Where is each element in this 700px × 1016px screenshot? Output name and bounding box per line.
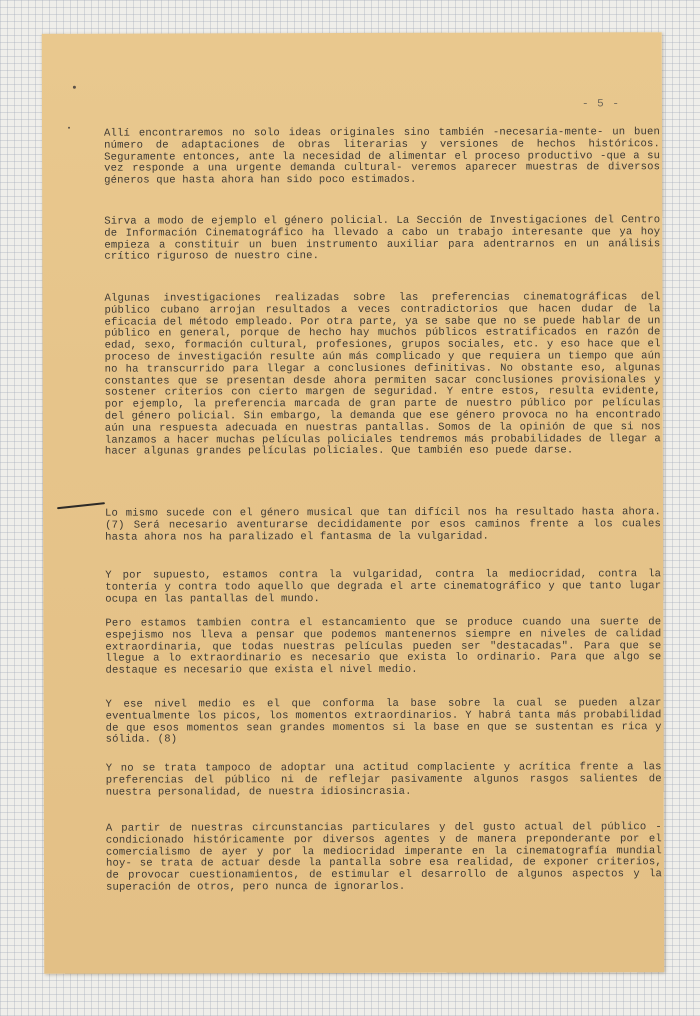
paragraph-1: Allí encontraremos no solo ideas originales sino también -necesaria-mente- un buen número de adaptaciones de obras literarias y versiones de hechos históricos. Seguramente entonces, ante la necesidad de alimentar el proceso productivo -que a su vez responde a una urgente demanda cultural- veremos aparecer muestras de diversos géneros que hasta ahora han sido poco estimados. — [104, 126, 667, 187]
ink-dot — [73, 86, 76, 89]
page-number: - 5 - — [581, 98, 620, 111]
paragraph-2: Sirva a modo de ejemplo el género policial. La Sección de Investigaciones del Centro de Información Cinematográfico ha llevado a cabo un trabajo interesante que ya hoy empieza a constituir un buen instrumento auxiliar para adentrarnos en un análisis crítico riguroso de nuestro cine. — [104, 214, 667, 264]
paragraph-5: Y por supuesto, estamos contra la vulgaridad, contra la mediocridad, contra la tontería y contra todo aquello que degrada el arte cinematográfico y que tanto lugar ocupa en las pantallas del mundo. — [105, 568, 668, 606]
document-sheet — [42, 32, 669, 974]
paragraph-7: Y ese nivel medio es el que conforma la base sobre la cual se pueden alzar eventualmente los picos, los momentos extraordinarios. Y habrá tanta más probabilidad de que esos momentos sean grandes momentos si la base en que se sustentan es rica y sólida. (8) — [105, 697, 669, 747]
handwritten-margin-mark — [57, 502, 105, 509]
paragraph-4: Lo mismo sucede con el género musical que tan difícil nos ha resultado hasta ahora.(7) Será necesario aventurarse decididamente por esos caminos frente a los cuales hasta ahora nos ha paralizado el fantasma de la vulgaridad. — [105, 506, 668, 544]
paragraph-3: Algunas investigaciones realizadas sobre las preferencias cinematográficas del público cubano arrojan resultados a veces contradictorios que hacen dudar de la eficacia del método empleado. Por otra parte, ya se sabe que no se puede hablar de un público en general, porque de hecho hay muchos públicos estratificados en razón de edad, sexo, formación cultural, profesiones, grupos sociales, etc. y eso hace que el proceso de investigación resulte aún más complicado y que requiera un tiempo que aún no ha transcurrido para llegar a conclusiones definitivas. No obstante eso, algunas constantes que se presentan desde ahora permiten sacar conclusiones provisionales y sostener criterios con cierto margen de seguridad. Y entre estos, resulta evidente, por ejemplo, la preferencia marcada de gran parte de nuestro público por películas del género policial. Sin embargo, la demanda que ese género provoca no ha encontrado aún una respuesta adecuada en nuestras pantallas. Somos de la opinión de que si nos lanzamos a hacer muchas películas policiales tendremos más probabilidades de llegar a hacer algunas grandes películas policiales. Que también eso puede darse. — [104, 291, 668, 459]
paragraph-9: A partir de nuestras circunstancias particulares y del gusto actual del público -condicionado históricamente por diversos agentes y de manera preponderante por el comercialismo de ayer y por la mediocridad imperante en la cinematografía mundial hoy- se trata de actuar desde la pantalla sobre esa realidad, de exponer criterios, de provocar cuestionamientos, de estimular el desarrollo de algunos aspectos y la superación de otros, pero nunca de ignorarlos. — [105, 821, 669, 894]
paragraph-8: Y no se trata tampoco de adoptar una actitud complaciente y acrítica frente a las preferencias del público ni de reflejar pasivamente algunos rasgos salientes de nuestra personalidad, de nuestra idiosincrasia. — [105, 761, 669, 799]
ink-dot — [68, 127, 70, 129]
paragraph-6: Pero estamos tambien contra el estancamiento que se produce cuando una suerte de espejismo nos lleva a pensar que podemos mantenernos siempre en niveles de calidad extraordinaria, que todas nuestras películas pueden ser "destacadas". Para que se llegue a lo extraordinario es necesario que exista lo ordinario. Para que algo se destaque es necesario que exista el nivel medio. — [105, 616, 668, 677]
